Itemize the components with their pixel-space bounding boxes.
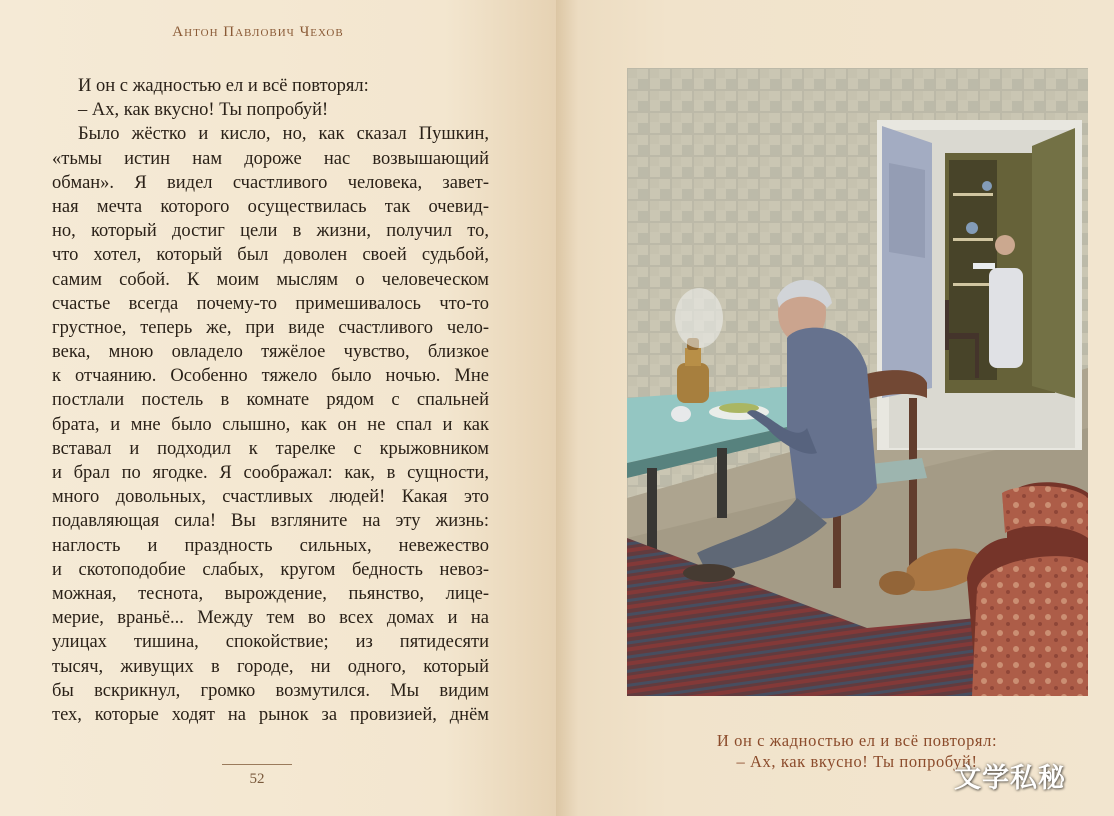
text-line: – Ах, как вкусно! Ты попробуй! (78, 100, 329, 121)
text-line: мерие, враньё... Между тем во всех домах и на (52, 608, 489, 629)
text-line: тех, которые ходят на рынок за провизией, днём (52, 704, 489, 725)
page-number: 52 (249, 771, 265, 787)
text-line: к отчаянию. Особенно тяжело было ночью. Мне (52, 366, 489, 387)
text-line: ная мечта которого осуществилась так очевид- (52, 196, 489, 217)
text-line: и брал по ягодке. Я соображал: как, в сущности, (52, 463, 489, 483)
folio-rule (222, 764, 292, 765)
text-line: много довольных, счастливых людей! Какая это (52, 487, 489, 508)
text-line: брата, и мне было слышно, как он не спал и как (52, 414, 489, 435)
text-line: что хотел, который был доволен своей судьбой, (52, 245, 489, 266)
text-line: подавляющая сила! Вы взгляните на эту жизнь: (52, 511, 489, 532)
text-line: наглость и праздность сильных, невежество (52, 535, 489, 556)
watermark-logo: 文学私秘 (954, 763, 1066, 794)
left-page (0, 0, 556, 816)
caption-line-1: И он с жадностью ел и всё повторял: (716, 731, 998, 750)
caption-line-2: – Ах, как вкусно! Ты попробуй! (736, 752, 978, 771)
text-line: счастье всегда почему-то примешивалось что-то (52, 293, 489, 314)
text-line: века, мною овладело тяжёлое чувство, близкое (52, 342, 489, 363)
text-line: и скотоподобие слабых, кругом бедность невоз- (52, 559, 489, 580)
text-line: улицах тишина, спокойствие; из пятидесяти (52, 632, 489, 653)
text-line: постлали постель в комнате рядом с спальней (52, 390, 489, 411)
painting-man-eating-gooseberries-icon (627, 68, 1088, 696)
text-line: но, который достиг цели в жизни, получил то, (52, 221, 489, 242)
running-head: Антон Павлович Чехов (172, 24, 344, 40)
text-line: «тьмы истин нам дороже нас возвышающий (52, 148, 489, 169)
text-line: бы вскрикнул, громко возмутился. Мы видим (52, 680, 489, 701)
text-line: обман». Я видел счастливого человека, завет- (52, 172, 489, 193)
text-line: Было жёстко и кисло, но, как сказал Пушкин, (78, 124, 489, 145)
text-line: И он с жадностью ел и всё повторял: (78, 76, 369, 96)
text-line: можная, теснота, вырождение, пьянство, лице- (52, 583, 489, 604)
body-text (52, 74, 489, 727)
text-line: тысяч, живущих в городе, ни одного, который (52, 656, 489, 677)
text-line: самим собой. К моим мыслям о человеческом (52, 269, 489, 290)
text-line: вставал и подходил к тарелке с крыжовником (52, 438, 489, 459)
text-line: грустное, теперь же, при виде счастливого чело- (52, 317, 489, 338)
